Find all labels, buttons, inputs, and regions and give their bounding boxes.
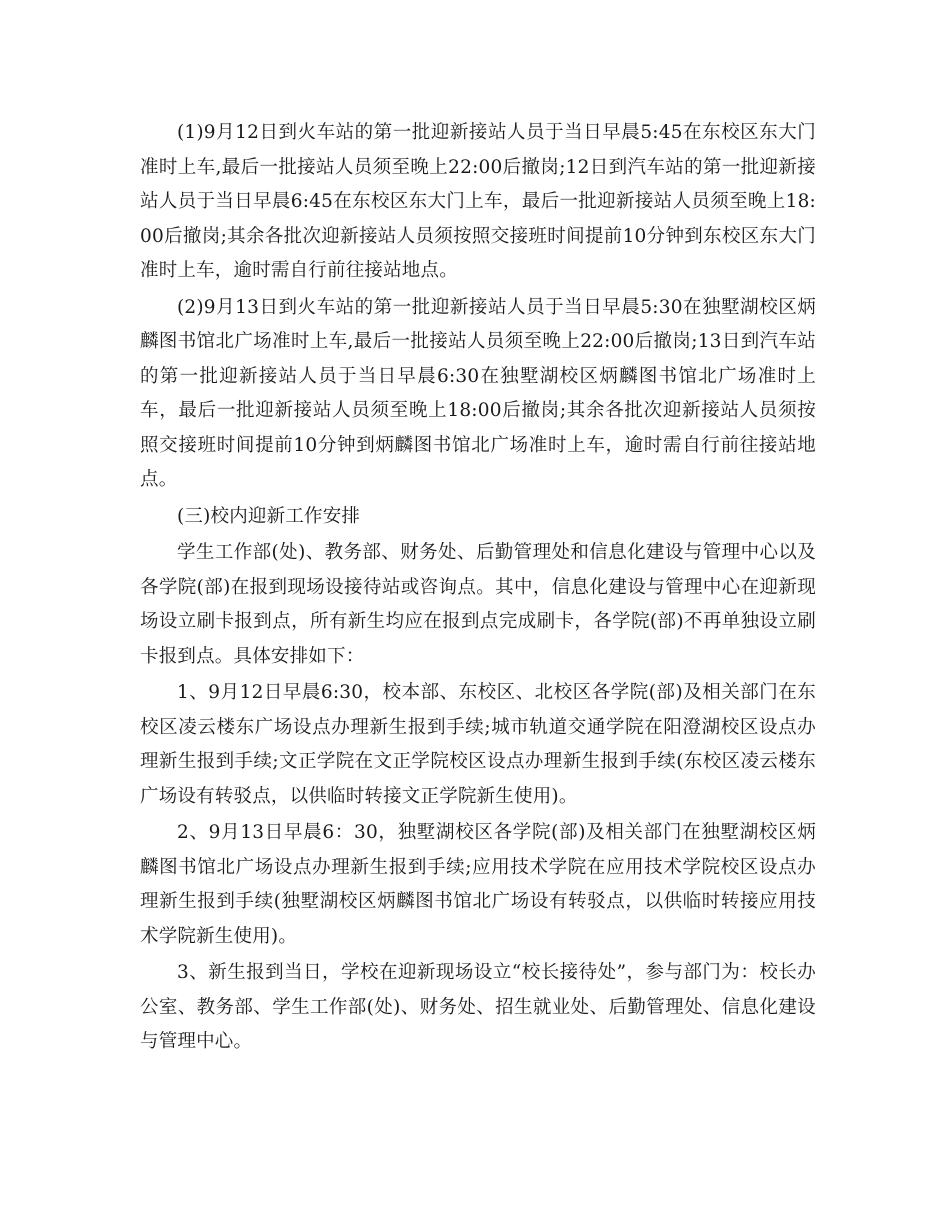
paragraph-reception-points: 学生工作部(处)、教务部、财务处、后勤管理处和信息化建设与管理中心以及各学院(部)在报到现场设接待站或咨询点。其中，信息化建设与管理中心在迎新现场设立刷卡报到点，所有新生均应在报到点完成刷卡，各学院(部)不再单独设立刷卡报到点。具体安排如下： xyxy=(140,542,816,667)
paragraph-item-1-sept-12: 1、9月12日早晨6:30，校本部、东校区、北校区各学院(部)及相关部门在东校区凌云楼东广场设点办理新生报到手续;城市轨道交通学院在阳澄湖校区设点办理新生报到手续;文正学院在文正学院校区设点办理新生报到手续(东校区凌云楼东广场设有转驳点，以供临时转接文正学院新生使用)。 xyxy=(140,682,816,807)
paragraph-station-schedule-sept-13: (2)9月13日到火车站的第一批迎新接站人员于当日早晨5:30在独墅湖校区炳麟图书馆北广场准时上车,最后一批接站人员须至晚上22:00后撤岗;13日到汽车站的第一批迎新接站人员于当日早晨6:30在独墅湖校区炳麟图书馆北广场准时上车，最后一批迎新接站人员须至晚上18:00后撤岗;其余各批次迎新接站人员须按照交接班时间提前10分钟到炳麟图书馆北广场准时上车，逾时需自行前往接站地点。 xyxy=(140,296,816,490)
paragraph-item-2-sept-13: 2、9月13日早晨6：30，独墅湖校区各学院(部)及相关部门在独墅湖校区炳麟图书馆北广场设点办理新生报到手续;应用技术学院在应用技术学院校区设点办理新生报到手续(独墅湖校区炳麟图书馆北广场设有转驳点，以供临时转接应用技术学院新生使用)。 xyxy=(140,822,816,947)
paragraph-station-schedule-sept-12: (1)9月12日到火车站的第一批迎新接站人员于当日早晨5:45在东校区东大门准时上车,最后一批接站人员须至晚上22:00后撤岗;12日到汽车站的第一批迎新接站人员于当日早晨6:45在东校区东大门上车，最后一批迎新接站人员须至晚上18:00后撤岗;其余各批次迎新接站人员须按照交接班时间提前10分钟到东校区东大门准时上车，逾时需自行前往接站地点。 xyxy=(140,122,816,281)
paragraph-item-3-principal-reception: 3、新生报到当日，学校在迎新现场设立“校长接待处”，参与部门为：校长办公室、教务部、学生工作部(处)、财务处、招生就业处、后勤管理处、信息化建设与管理中心。 xyxy=(140,962,816,1052)
section-heading-campus-arrangement: (三)校内迎新工作安排 xyxy=(177,505,361,527)
document-body xyxy=(140,116,816,1060)
